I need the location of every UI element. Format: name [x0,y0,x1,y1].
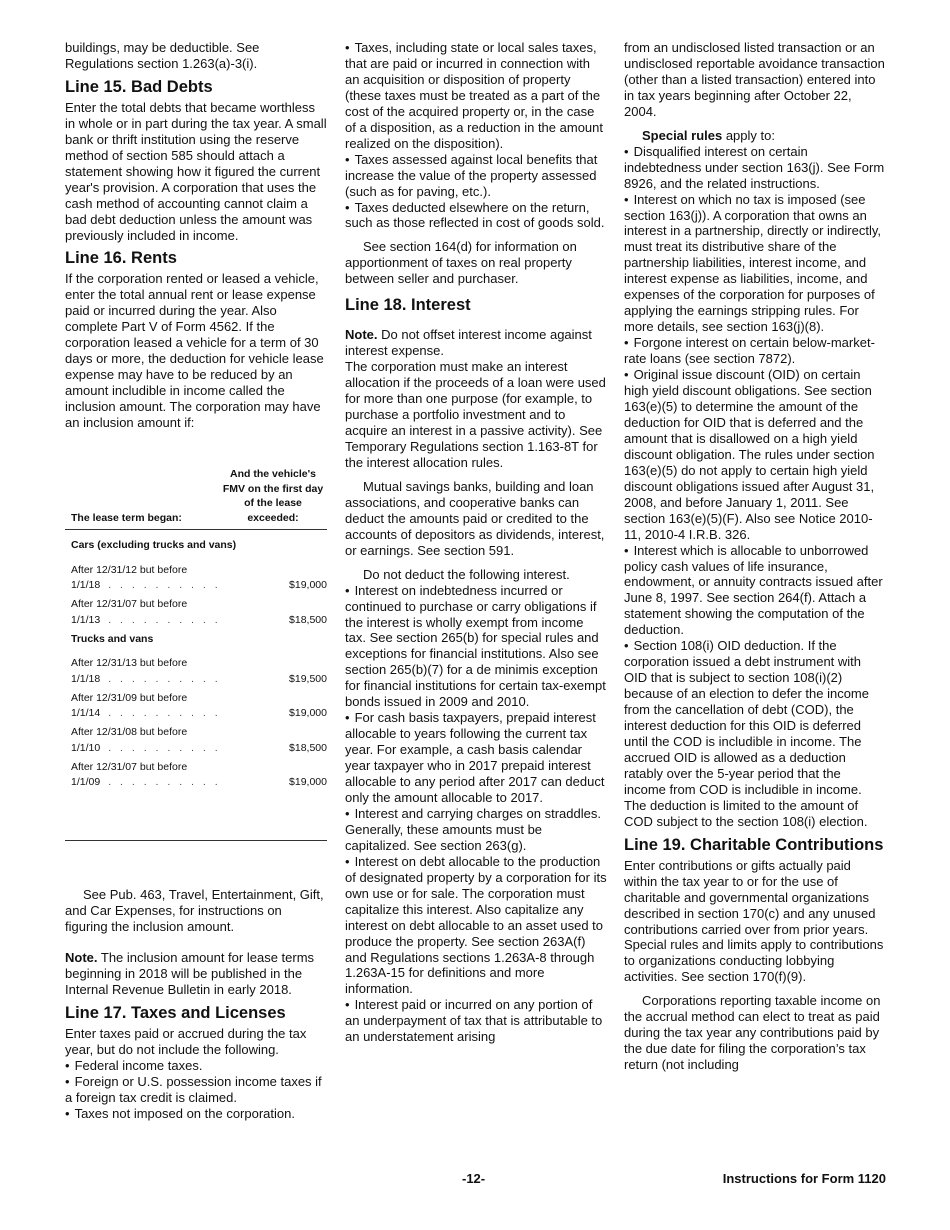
column-left [65,40,327,1121]
row-period-end: 1/1/10 [71,741,101,754]
table-header-fmv: And the vehicle's FMV on the first day of the lease exceeded: [222,468,324,524]
leader-dots: . . . . . . . . . . [108,672,221,685]
table-row [71,597,327,628]
list-item: • Taxes not imposed on the corporation. [65,1106,327,1122]
note-text: Do not offset interest income against interest expense. [345,327,592,359]
special-rules-intro [624,128,886,144]
list-item: • Interest and carrying charges on straddles. Generally, these amounts must be capitalized. See section 263(g). [345,806,607,854]
paragraph-savings-banks: Mutual savings banks, building and loan associations, and cooperative banks can deduct the amounts paid or credited to the accounts of depositors as dividends, interest, or earnings. See section 591. [345,478,605,558]
document-title: Instructions for Form 1120 [722,1171,886,1186]
special-rules-label: Special rules [642,127,723,143]
list-item: • Interest on which no tax is imposed (see section 163(j)). A corporation that owns an interest in a partnership, directly or indirectly, must treat its distributive share of the partnership liabilities, interest income, and interest expense as liabilities, income, and expenses of the corporation for purposes of applying the earnings stripping rules. For more details, see section 163(j)(8). [624,192,886,336]
paragraph-section-164: See section 164(d) for information on apportionment of taxes on real property between seller and purchaser. [345,239,577,287]
note-interest [345,327,607,359]
heading-line-19: Line 19. Charitable Contributions [624,835,884,854]
special-rules-text: apply to: [722,127,775,143]
row-amount: $19,000 [289,776,327,789]
row-period-start: After 12/31/08 but before [71,726,188,739]
paragraph-accrual-method: Corporations reporting taxable income on the accrual method can elect to treat as paid during the tax year any contributions paid by the due date for filing the corporation’s tax return (not including [624,993,881,1073]
table-row [71,563,327,594]
heading-line-15: Line 15. Bad Debts [65,77,213,96]
table-category-trucks: Trucks and vans [71,632,154,645]
paragraph-interest-allocation: The corporation must make an interest allocation if the proceeds of a loan were used for more than one purpose (for example, to purchase a portfolio investment and to acquire an interest in a passive activity). See Temporary Regulations section 1.163-8T for the interest allocation rules. [345,359,606,470]
row-period-start: After 12/31/12 but before [71,563,188,576]
note-label: Note. [345,327,378,343]
leader-dots: . . . . . . . . . . [108,741,221,754]
row-amount: $18,500 [289,613,327,626]
row-period-end: 1/1/18 [71,672,101,685]
paragraph-bad-debts: Enter the total debts that became worthless in whole or in part during the tax year. A small bank or thrift institution using the reserve method of section 585 should attach a statement showing how it figured the current year's provision. A corporation that uses the cash method of accounting cannot claim a bad debt deduction unless the amount was previously included in income. [65,99,327,243]
table-row [71,691,327,722]
table-category-cars: Cars (excluding trucks and vans) [71,539,237,552]
paragraph-rents: If the corporation rented or leased a vehicle, enter the total annual rent or lease expense paid or incurred during the year. Also complete Part V of Form 4562. If the corporation leased a vehicle for a term of 30 days or more, the deduction for vehicle lease expense may have to be reduced by an amount includible in income called the inclusion amount. The corporation may have an inclusion amount if: [65,271,324,431]
list-item: • Section 108(i) OID deduction. If the corporation issued a debt instrument with OID that is subject to section 108(i)(2) because of an election to defer the income from the cancellation of debt (COD), the interest deduction for this OID is deferred until the COD is includible in income. The accrued OID is allowed as a deduction ratably over the 5-year period that the income from COD is includible in income. The deduction is limited to the amount of COD subject to the section 108(i) election. [624,638,886,829]
row-period-start: After 12/31/09 but before [71,691,188,704]
table-row [71,725,327,756]
paragraph-pub-463: See Pub. 463, Travel, Entertainment, Gift, and Car Expenses, for instructions on figuring the inclusion amount. [65,887,324,934]
table-row [71,656,327,687]
list-item: • Taxes, including state or local sales taxes, that are paid or incurred in connection with an acquisition or disposition of property (these taxes must be treated as a part of the cost of the acquired property or, in the case of a disposition, as a reduction in the amount realized on the disposition). [345,40,607,152]
paragraph-do-not-deduct: Do not deduct the following interest. [363,566,570,582]
column-right [624,40,886,1073]
leader-dots: . . . . . . . . . . [108,776,221,789]
list-item: • Taxes deducted elsewhere on the return, such as those reflected in cost of goods sold. [345,200,607,232]
leader-dots: . . . . . . . . . . [108,613,221,626]
note-inclusion-amount [65,950,327,998]
paragraph-charitable: Enter contributions or gifts actually paid within the tax year to or for the use of charitable and governmental organizations described in section 170(c) and any unused contributions carried over from prior years. Special rules and limits apply to contributions to organizations conducting lobbying activities. See section 170(f)(9). [624,857,884,985]
list-item: • Taxes assessed against local benefits that increase the value of the property assessed (such as for paving, etc.). [345,152,607,200]
page-number: -12- [462,1171,486,1186]
paragraph-continued: from an undisclosed listed transaction or an undisclosed reportable avoidance transaction (other than a listed transaction) entered into in tax years beginning after October 22, 2004. [624,40,885,119]
list-item: • Original issue discount (OID) on certain high yield discount obligations. See section 163(e)(5) to determine the amount of the deduction for OID that is deferred and the amount that is disallowed on a high yield discount obligation. The rules under section 163(e)(5) do not apply to certain high yield discount obligations issued after August 31, 2008, and before January 1, 2011. See section 163(e)(5)(F). Also see Notice 2010-11, 2010-4 I.R.B. 326. [624,367,886,542]
list-item: • Interest on indebtedness incurred or continued to purchase or carry obligations if the interest is wholly exempt from income tax. See section 265(b) for special rules and exceptions for financial institutions. Also see section 265(b)(7) for a de minimis exception for financial institutions for certain tax-exempt bonds issued in 2009 and 2010. [345,583,607,711]
list-item: • For cash basis taxpayers, prepaid interest allocable to years following the current tax year. For example, a cash basis calendar year taxpayer who in 2017 prepaid interest allocable to any period after 2017 can deduct only the amount allocable to 2017. [345,710,607,806]
heading-line-16: Line 16. Rents [65,249,177,268]
table-header [65,467,327,530]
row-period-end: 1/1/18 [71,579,101,592]
list-item: • Disqualified interest on certain indebtedness under section 163(j). See Form 8926, and the related instructions. [624,144,886,192]
list-item: • Forgone interest on certain below-market-rate loans (see section 7872). [624,335,886,367]
row-amount: $19,500 [289,672,327,685]
note-label: Note. [65,949,98,965]
row-period-start: After 12/31/07 but before [71,760,188,773]
paragraph-taxes: Enter taxes paid or accrued during the tax year, but do not include the following. [65,1025,307,1057]
row-amount: $19,000 [289,707,327,720]
leader-dots: . . . . . . . . . . [108,707,221,720]
list-item: • Foreign or U.S. possession income taxes if a foreign tax credit is claimed. [65,1074,327,1106]
column-middle [345,40,607,1045]
table-body [65,530,327,790]
lease-inclusion-table [65,467,327,841]
row-period-end: 1/1/14 [71,707,101,720]
row-amount: $19,000 [289,579,327,592]
row-amount: $18,500 [289,741,327,754]
list-item: • Interest which is allocable to unborrowed policy cash values of life insurance, endowment, or annuity contracts issued after June 8, 1997. See section 264(f). Attach a statement showing the computation of the deduction. [624,543,886,639]
leader-dots: . . . . . . . . . . [108,579,221,592]
row-period-end: 1/1/13 [71,613,101,626]
table-header-lease-term: The lease term began: [71,511,182,524]
heading-line-17: Line 17. Taxes and Licenses [65,1003,286,1022]
table-row [71,760,327,791]
note-text: The inclusion amount for lease terms beginning in 2018 will be published in the Internal Revenue Bulletin in early 2018. [65,949,315,997]
row-period-start: After 12/31/13 but before [71,657,188,670]
list-item: • Interest paid or incurred on any portion of an underpayment of tax that is attributable to an understatement arising [345,997,607,1045]
list-item: • Interest on debt allocable to the production of designated property by a corporation for its own use or for sale. The corporation must capitalize this interest. Also capitalize any interest on debt allocable to an asset used to produce the property. See section 263A(f) and Regulations sections 1.263A-8 through 1.263A-15 for definitions and more information. [345,854,607,998]
heading-line-18: Line 18. Interest [345,296,471,315]
paragraph-continued: buildings, may be deductible. See Regulations section 1.263(a)-3(i). [65,40,260,71]
row-period-end: 1/1/09 [71,776,101,789]
list-item: • Federal income taxes. [65,1058,327,1074]
row-period-start: After 12/31/07 but before [71,598,188,611]
